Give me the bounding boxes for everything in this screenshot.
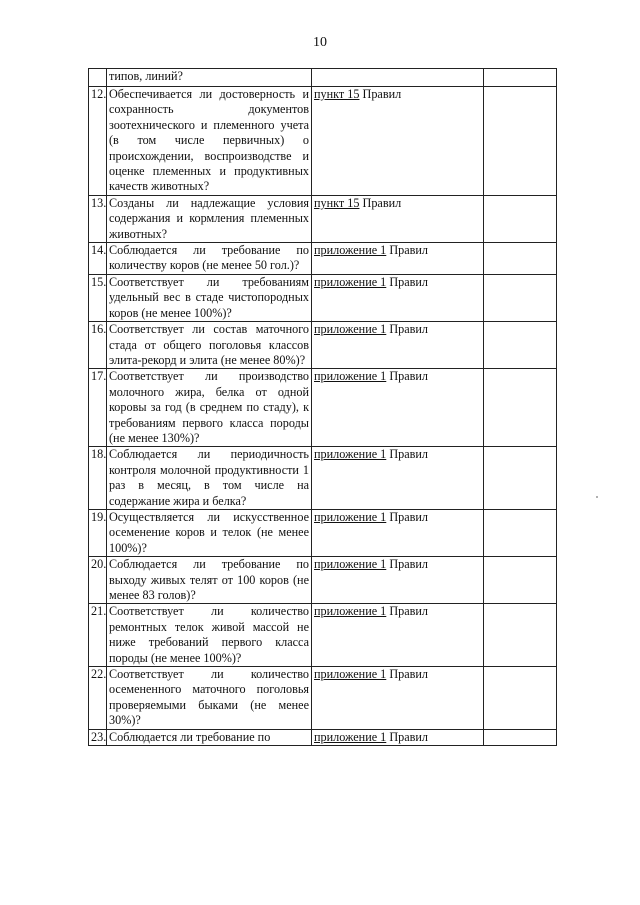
reference-link[interactable]: пункт 15 bbox=[314, 195, 360, 210]
question-text: Соблюдается ли периодичность контроля молочной продуктивности 1 раз в месяц, в том числе на содержание жира и белка? bbox=[107, 447, 312, 510]
question-text: Соответствует ли состав маточного стада от общего поголовья классов элита-рекорд и элита (не менее 80%)? bbox=[107, 322, 312, 369]
reference-suffix: Правил bbox=[386, 243, 428, 258]
answer-cell bbox=[484, 87, 557, 196]
reference-link[interactable]: приложение 1 bbox=[314, 447, 387, 462]
answer-cell bbox=[484, 557, 557, 604]
answer-cell bbox=[484, 243, 557, 275]
answer-cell bbox=[484, 369, 557, 447]
table-row bbox=[89, 322, 557, 369]
reference-cell bbox=[312, 557, 484, 604]
row-number: 19. bbox=[89, 509, 107, 556]
answer-cell bbox=[484, 509, 557, 556]
answer-cell bbox=[484, 274, 557, 321]
row-number bbox=[89, 69, 107, 87]
answer-cell bbox=[484, 729, 557, 745]
row-number: 13. bbox=[89, 195, 107, 242]
table-row bbox=[89, 509, 557, 556]
reference-suffix: Правил bbox=[386, 729, 428, 744]
table-row bbox=[89, 667, 557, 730]
question-text: Соответствует ли требованиям удельный вес в стаде чистопородных коров (не менее 100%)? bbox=[107, 274, 312, 321]
reference-suffix: Правил bbox=[386, 447, 428, 462]
question-text: Обеспечивается ли достоверность и сохранность документов зоотехнического и племенного учета (в том числе первичных) о происхождении, воспроизводстве и оценке племенных и продуктивных качеств животных? bbox=[107, 87, 312, 196]
question-text: Соблюдается ли требование по bbox=[107, 729, 312, 745]
reference-cell bbox=[312, 87, 484, 196]
reference-cell bbox=[312, 729, 484, 745]
table-row bbox=[89, 369, 557, 447]
page-number: 10 bbox=[313, 35, 327, 50]
row-number: 16. bbox=[89, 322, 107, 369]
reference-link[interactable]: приложение 1 bbox=[314, 557, 387, 572]
answer-cell bbox=[484, 604, 557, 667]
reference-suffix: Правил bbox=[359, 195, 402, 210]
question-text: Соблюдается ли требование по выходу живых телят от 100 коров (не менее 83 голов)? bbox=[107, 557, 312, 604]
row-number: 23. bbox=[89, 729, 107, 745]
question-text: Соответствует ли количество осемененного маточного поголовья проверяемыми быками (не менее 30%)? bbox=[107, 667, 312, 730]
table-row bbox=[89, 243, 557, 275]
reference-cell bbox=[312, 509, 484, 556]
table-row bbox=[89, 557, 557, 604]
reference-suffix: Правил bbox=[386, 274, 428, 289]
answer-cell bbox=[484, 69, 557, 87]
answer-cell bbox=[484, 322, 557, 369]
reference-suffix: Правил bbox=[359, 87, 402, 101]
reference-cell bbox=[312, 322, 484, 369]
row-number: 17. bbox=[89, 369, 107, 447]
reference-link[interactable]: приложение 1 bbox=[314, 243, 387, 258]
reference-cell bbox=[312, 274, 484, 321]
answer-cell bbox=[484, 667, 557, 730]
table-row bbox=[89, 729, 557, 745]
row-number: 12. bbox=[89, 87, 107, 196]
reference-cell bbox=[312, 667, 484, 730]
reference-cell bbox=[312, 69, 484, 87]
reference-suffix: Правил bbox=[386, 322, 428, 337]
reference-suffix: Правил bbox=[386, 667, 428, 682]
reference-suffix: Правил bbox=[386, 509, 428, 524]
reference-link[interactable]: приложение 1 bbox=[314, 369, 387, 384]
row-number: 15. bbox=[89, 274, 107, 321]
table-row bbox=[89, 604, 557, 667]
question-text: Соответствует ли количество ремонтных телок живой массой не ниже требований первого класса породы (не менее 100%)? bbox=[107, 604, 312, 667]
scan-speck bbox=[596, 496, 598, 498]
row-number: 14. bbox=[89, 243, 107, 275]
question-text: Соответствует ли производство молочного жира, белка от одной коровы за год (в среднем по стаду), к требованиям первого класса породы (не менее 130%)? bbox=[107, 369, 312, 447]
reference-link[interactable]: пункт 15 bbox=[314, 87, 360, 101]
reference-cell bbox=[312, 243, 484, 275]
reference-cell bbox=[312, 195, 484, 242]
reference-link[interactable]: приложение 1 bbox=[314, 509, 387, 524]
row-number: 18. bbox=[89, 447, 107, 510]
table-row bbox=[89, 274, 557, 321]
table-row bbox=[89, 87, 557, 196]
reference-suffix: Правил bbox=[386, 369, 428, 384]
question-text: Созданы ли надлежащие условия содержания и кормления племенных животных? bbox=[107, 195, 312, 242]
table-row bbox=[89, 69, 557, 87]
answer-cell bbox=[484, 195, 557, 242]
reference-suffix: Правил bbox=[386, 557, 428, 572]
question-text: типов, линий? bbox=[107, 69, 312, 87]
reference-link[interactable]: приложение 1 bbox=[314, 604, 387, 619]
table-row bbox=[89, 447, 557, 510]
question-text: Соблюдается ли требование по количеству коров (не менее 50 гол.)? bbox=[107, 243, 312, 275]
reference-link[interactable]: приложение 1 bbox=[314, 322, 387, 337]
reference-cell bbox=[312, 604, 484, 667]
reference-link[interactable]: приложение 1 bbox=[314, 274, 387, 289]
row-number: 20. bbox=[89, 557, 107, 604]
checklist-body bbox=[89, 69, 557, 746]
reference-cell bbox=[312, 447, 484, 510]
table-row bbox=[89, 195, 557, 242]
row-number: 22. bbox=[89, 667, 107, 730]
reference-link[interactable]: приложение 1 bbox=[314, 667, 387, 682]
reference-link[interactable]: приложение 1 bbox=[314, 729, 387, 744]
checklist-table bbox=[88, 68, 557, 746]
question-text: Осуществляется ли искусственное осеменение коров и телок (не менее 100%)? bbox=[107, 509, 312, 556]
reference-suffix: Правил bbox=[386, 604, 428, 619]
answer-cell bbox=[484, 447, 557, 510]
reference-cell bbox=[312, 369, 484, 447]
row-number: 21. bbox=[89, 604, 107, 667]
